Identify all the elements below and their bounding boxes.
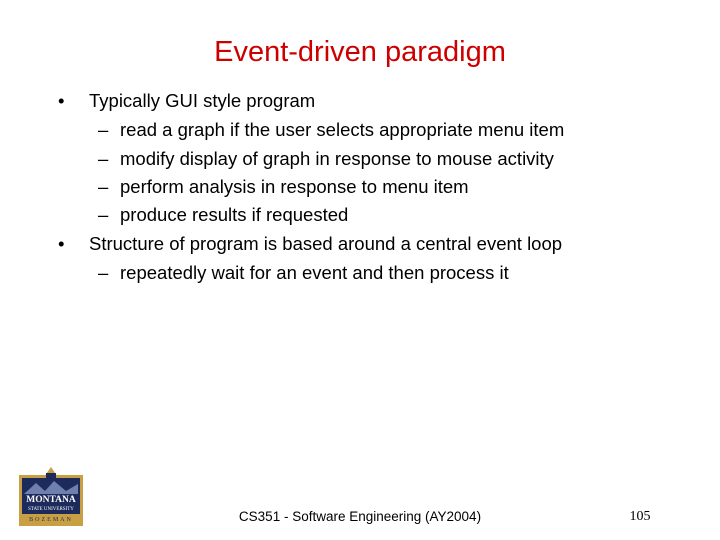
- dash-marker: –: [98, 119, 109, 140]
- dash-marker: –: [98, 262, 109, 283]
- bullet-item: [58, 230, 562, 258]
- logo-tower: [46, 473, 56, 479]
- page-number: 105: [629, 509, 651, 524]
- logo-line-1: MONTANA: [26, 495, 76, 505]
- footer-text: CS351 - Software Engineering (AY2004): [238, 509, 482, 524]
- sub-bullet-item: [98, 145, 554, 173]
- montana-state-logo: [18, 467, 84, 527]
- sub-bullet-text: perform analysis in response to menu item: [120, 176, 469, 197]
- sub-bullet-item: [98, 201, 348, 229]
- sub-bullet-item: [98, 116, 564, 144]
- logo-line-2: STATE UNIVERSITY: [28, 507, 74, 512]
- sub-bullet-text: read a graph if the user selects appropriate menu item: [120, 119, 565, 140]
- logo-line-3: BOZEMAN: [29, 517, 73, 523]
- dash-marker: –: [98, 204, 109, 225]
- slide-title: Event-driven paradigm: [214, 36, 506, 68]
- dash-marker: –: [98, 176, 109, 197]
- bullet-text: Typically GUI style program: [89, 90, 316, 111]
- sub-bullet-text: modify display of graph in response to mouse activity: [120, 148, 554, 169]
- bullet-item: [58, 87, 315, 115]
- sub-bullet-text: repeatedly wait for an event and then process it: [120, 262, 509, 283]
- sub-bullet-text: produce results if requested: [120, 204, 349, 225]
- dash-marker: –: [98, 148, 109, 169]
- bullet-marker: •: [58, 90, 65, 111]
- bullet-text: Structure of program is based around a central event loop: [89, 233, 563, 254]
- bullet-marker: •: [58, 233, 65, 254]
- sub-bullet-item: [98, 173, 469, 201]
- sub-bullet-item: [98, 259, 509, 287]
